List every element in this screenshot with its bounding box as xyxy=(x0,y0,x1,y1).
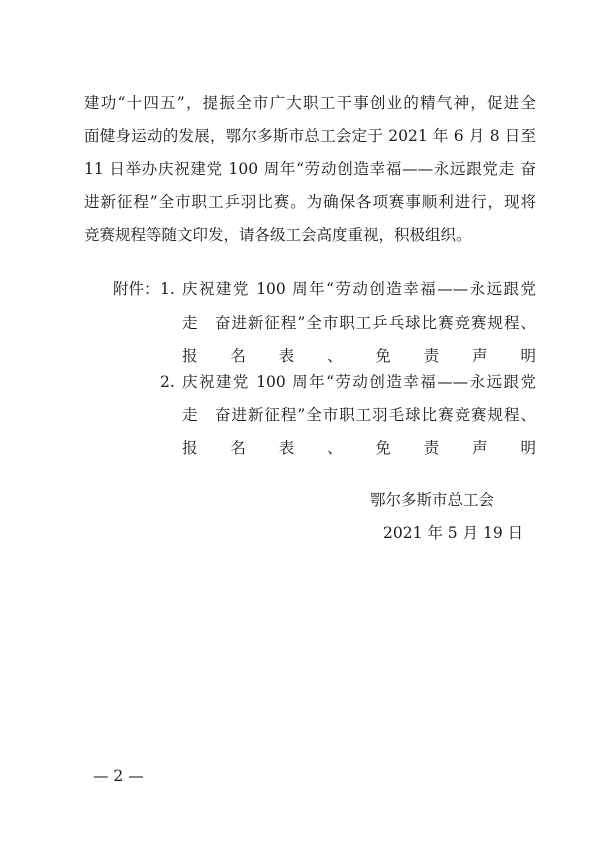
body-line-3: 11 日举办庆祝建党 100 周年“劳动创造幸福——永远跟党走 奋 xyxy=(84,160,536,178)
body-line-5: 竞赛规程等随文印发，请各级工会高度重视，积极组织。 xyxy=(84,226,472,244)
attachment-line: 庆祝建党 100 周年“劳动创造幸福——永远跟党 xyxy=(182,280,536,298)
page-number: — 2 — xyxy=(93,767,144,785)
body-line-4: 进新征程”全市职工乒羽比赛。为确保各项赛事顺利进行，现将 xyxy=(84,193,536,211)
signature-organization: 鄂尔多斯市总工会 xyxy=(370,491,495,509)
attachment-number: 1. xyxy=(160,280,175,298)
attachment-line: 庆祝建党 100 周年“劳动创造幸福——永远跟党 xyxy=(182,373,536,391)
body-line-2: 面健身运动的发展，鄂尔多斯市总工会定于 2021 年 6 月 8 日至 xyxy=(84,127,536,145)
attachment-line: 报名表、免责声明 xyxy=(182,347,536,365)
attachment-line: 走 奋进新征程”全市职工乒乓球比赛竞赛规程、 xyxy=(182,314,536,332)
body-line-1: 建功“十四五”，提振全市广大职工干事创业的精气神，促进全 xyxy=(84,94,536,112)
attachments-label: 附件： xyxy=(113,280,160,298)
attachment-number: 2. xyxy=(160,373,175,391)
attachment-line: 报名表、免责声明 xyxy=(182,439,536,457)
attachment-line: 走 奋进新征程”全市职工羽毛球比赛竞赛规程、 xyxy=(182,406,536,424)
signature-date: 2021 年 5 月 19 日 xyxy=(383,524,524,542)
